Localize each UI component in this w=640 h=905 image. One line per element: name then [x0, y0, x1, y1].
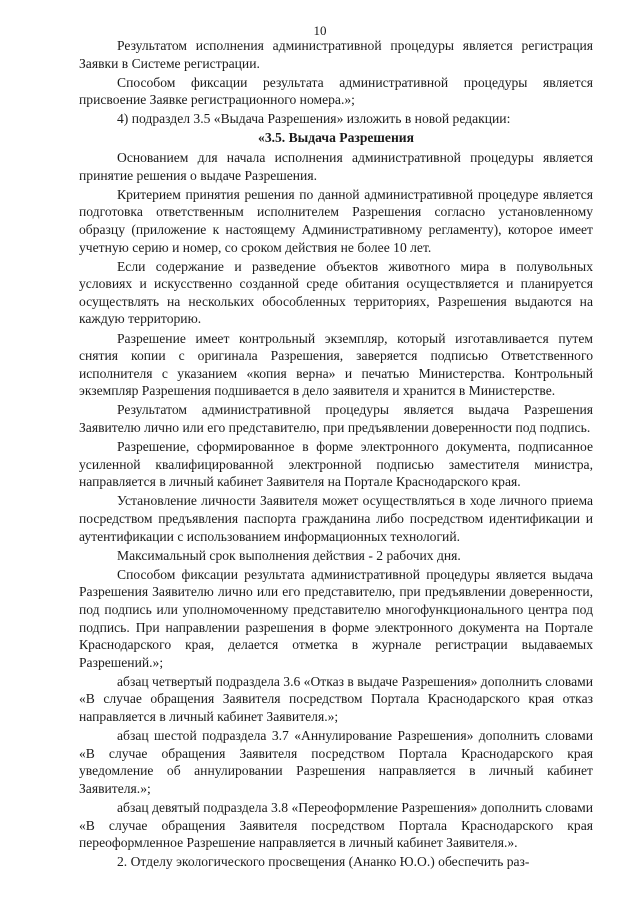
page-number: 10: [313, 23, 327, 38]
paragraph: 4) подраздел 3.5 «Выдача Разрешения» изложить в новой редакции:: [117, 111, 511, 127]
paragraph: Максимальный срок выполнения действия - 2 рабочих дня.: [117, 547, 461, 563]
paragraph: Критерием принятия решения по данной административной процедуре является подготовка ответственным исполнителем Разрешения согласно установленному образцу (приложение к настоящему Административному регламенту), которое имеет учетную серию и номер, со сроком действия не более 10 лет.: [79, 186, 593, 255]
paragraph: абзац шестой подраздела 3.7 «Аннулирование Разрешения» дополнить словами «В случае обращения Заявителя посредством Портала Краснодарского края уведомление об аннулировании Разрешения направляется в личный кабинет Заявителя.»;: [79, 728, 593, 796]
paragraph: Разрешение, сформированное в форме электронного документа, подписанное усиленной квалифицированной электронной подписью заместителя министра, направляется в личный кабинет Заявителя на Портале Краснодарского края.: [79, 439, 593, 490]
paragraph: Способом фиксации результата административной процедуры является присвоение Заявке регистрационного номера.»;: [79, 74, 593, 108]
paragraph: абзац девятый подраздела 3.8 «Переоформление Разрешения» дополнить словами «В случае обращения Заявителя посредством Портала Краснодарского края переоформленное Разрешение направляется в личный кабинет Заявителя.».: [79, 799, 593, 851]
paragraph: Если содержание и разведение объектов животного мира в полувольных условиях и искусственно созданной среде обитания осуществляется и планируется осуществлять на нескольких обособленных территориях, Разрешения выдаются на каждую территорию.: [79, 258, 593, 327]
paragraph: Способом фиксации результата административной процедуры является выдача Разрешения Заявителю лично или его представителю, при предъявлении доверенности, под подпись или уполномоченному представителю многофункционального центра под подпись. При направлении разрешения в форме электронного документа на Портале Краснодарского края, делается отметка в журнале регистрации выдаваемых Разрешений.»;: [79, 566, 593, 670]
paragraph: 2. Отделу экологического просвещения (Ананко Ю.О.) обеспечить раз-: [117, 854, 530, 870]
paragraph: Разрешение имеет контрольный экземпляр, который изготавливается путем снятия копии с оригинала Разрешения, заверяется подписью Ответственного исполнителя с указанием «копия верна» и печатью Министерства. Контрольный экземпляр Разрешения подшивается в дело заявителя и хранится в Министерстве.: [79, 330, 593, 399]
paragraph: Результатом административной процедуры является выдача Разрешения Заявителю лично или его представителю, при предъявлении доверенности под подпись.: [79, 402, 593, 435]
document-body: [79, 37, 593, 872]
paragraph: Основанием для начала исполнения административной процедуры является принятие решения о выдаче Разрешения.: [79, 150, 593, 183]
section-heading: «3.5. Выдача Разрешения: [258, 130, 414, 146]
paragraph: абзац четвертый подраздела 3.6 «Отказ в выдаче Разрешения» дополнить словами «В случае обращения Заявителя посредством Портала Краснодарского края отказ направляется в личный кабинет Заявителя.»;: [79, 673, 594, 724]
paragraph: Результатом исполнения административной процедуры является регистрация Заявки в Системе регистрации.: [79, 38, 593, 71]
paragraph: Установление личности Заявителя может осуществляться в ходе личного приема посредством предъявления паспорта гражданина либо посредством идентификации и аутентификации с использованием информационных технологий.: [79, 493, 593, 544]
